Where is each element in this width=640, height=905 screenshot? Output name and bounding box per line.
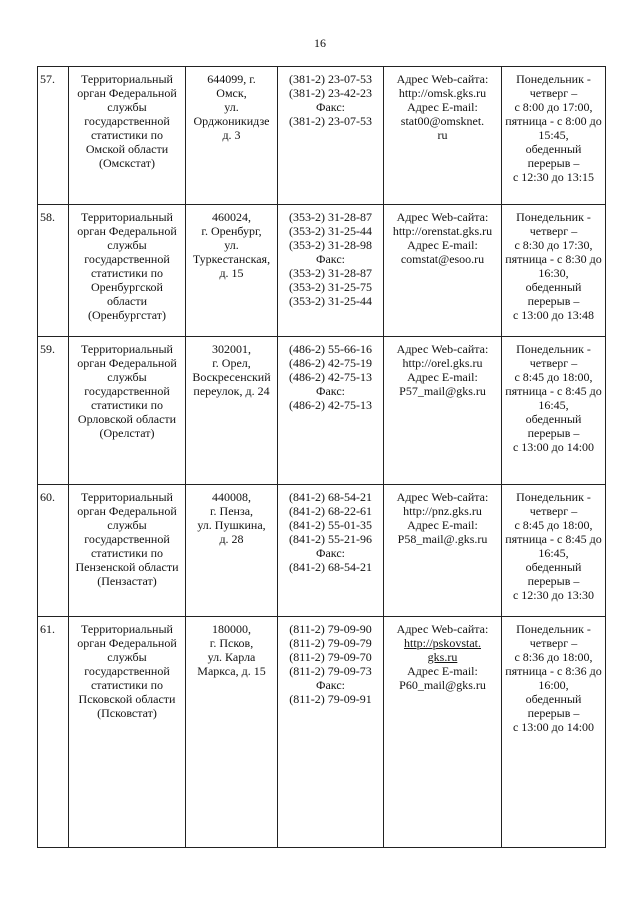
organization-name: Территориальный орган Федеральной службы государственной статистики по Оренбургской области (Оренбургстат)	[69, 205, 186, 337]
organization-name: Территориальный орган Федеральной службы государственной статистики по Омской области (Омскстат)	[69, 67, 186, 205]
table-row	[38, 67, 606, 205]
working-hours: Понедельник - четверг – с 8:36 до 18:00, пятница - с 8:36 до 16:00, обеденный перерыв – с 13:00 до 14:00	[502, 617, 606, 848]
postal-address: 644099, г. Омск, ул. Орджоникидзе д. 3	[186, 67, 278, 205]
working-hours: Понедельник - четверг – с 8:45 до 18:00, пятница - с 8:45 до 16:45, обеденный перерыв – с 12:30 до 13:30	[502, 485, 606, 617]
table-row	[38, 205, 606, 337]
row-number: 57.	[38, 67, 69, 205]
web-email-contacts	[384, 67, 502, 205]
website-link[interactable]: http://pskovstat. gks.ru	[403, 636, 481, 664]
web-label: Адрес Web-сайта:	[396, 490, 489, 504]
web-label: Адрес Web-сайта:	[396, 622, 489, 636]
row-number: 58.	[38, 205, 69, 337]
row-number: 60.	[38, 485, 69, 617]
email-link[interactable]: P57_mail@gks.ru	[399, 384, 486, 398]
table-row	[38, 337, 606, 485]
phone-fax-numbers: (381-2) 23-07-53 (381-2) 23-42-23 Факс: (381-2) 23-07-53	[278, 67, 384, 205]
email-label: Адрес E-mail:	[407, 518, 478, 532]
web-email-contacts	[384, 205, 502, 337]
website-link[interactable]: http://orel.gks.ru	[402, 356, 483, 370]
website-link[interactable]: http://omsk.gks.ru	[398, 86, 487, 100]
organization-name: Территориальный орган Федеральной службы государственной статистики по Орловской области (Орелстат)	[69, 337, 186, 485]
phone-fax-numbers: (811-2) 79-09-90 (811-2) 79-09-79 (811-2) 79-09-70 (811-2) 79-09-73 Факс: (811-2) 79-09-91	[278, 617, 384, 848]
postal-address: 302001, г. Орел, Воскресенский переулок, д. 24	[186, 337, 278, 485]
phone-fax-numbers: (841-2) 68-54-21 (841-2) 68-22-61 (841-2) 55-01-35 (841-2) 55-21-96 Факс: (841-2) 68-54-21	[278, 485, 384, 617]
email-label: Адрес E-mail:	[407, 238, 478, 252]
web-label: Адрес Web-сайта:	[396, 342, 489, 356]
phone-fax-numbers: (486-2) 55-66-16 (486-2) 42-75-19 (486-2) 42-75-13 Факс: (486-2) 42-75-13	[278, 337, 384, 485]
email-label: Адрес E-mail:	[407, 100, 478, 114]
web-email-contacts	[384, 485, 502, 617]
phone-fax-numbers: (353-2) 31-28-87 (353-2) 31-25-44 (353-2) 31-28-98 Факс: (353-2) 31-28-87 (353-2) 31-25-75 (353-2) 31-25-44	[278, 205, 384, 337]
web-email-contacts	[384, 337, 502, 485]
organization-name: Территориальный орган Федеральной службы государственной статистики по Псковской области (Псковстат)	[69, 617, 186, 848]
working-hours: Понедельник - четверг – с 8:00 до 17:00, пятница - с 8:00 до 15:45, обеденный перерыв – с 12:30 до 13:15	[502, 67, 606, 205]
working-hours: Понедельник - четверг – с 8:30 до 17:30, пятница - с 8:30 до 16:30, обеденный перерыв – с 13:00 до 13:48	[502, 205, 606, 337]
web-label: Адрес Web-сайта:	[396, 72, 489, 86]
email-label: Адрес E-mail:	[407, 370, 478, 384]
email-link[interactable]: stat00@omsknet. ru	[400, 114, 485, 142]
page-number: 16	[314, 36, 326, 50]
row-number: 61.	[38, 617, 69, 848]
email-label: Адрес E-mail:	[407, 664, 478, 678]
working-hours: Понедельник - четверг – с 8:45 до 18:00, пятница - с 8:45 до 16:45, обеденный перерыв – с 13:00 до 14:00	[502, 337, 606, 485]
postal-address: 440008, г. Пенза, ул. Пушкина, д. 28	[186, 485, 278, 617]
postal-address: 460024, г. Оренбург, ул. Туркестанская, д. 15	[186, 205, 278, 337]
territorial-bodies-table	[37, 66, 606, 848]
row-number: 59.	[38, 337, 69, 485]
web-label: Адрес Web-сайта:	[396, 210, 489, 224]
web-email-contacts	[384, 617, 502, 848]
organization-name: Территориальный орган Федеральной службы государственной статистики по Пензенской области (Пензастат)	[69, 485, 186, 617]
email-link[interactable]: comstat@esoo.ru	[400, 252, 485, 266]
table-row	[38, 617, 606, 848]
table-row	[38, 485, 606, 617]
website-link[interactable]: http://orenstat.gks.ru	[392, 224, 493, 238]
website-link[interactable]: http://pnz.gks.ru	[403, 504, 482, 518]
email-link[interactable]: P58_mail@.gks.ru	[397, 532, 488, 546]
postal-address: 180000, г. Псков, ул. Карла Маркса, д. 15	[186, 617, 278, 848]
email-link[interactable]: P60_mail@gks.ru	[399, 678, 486, 692]
